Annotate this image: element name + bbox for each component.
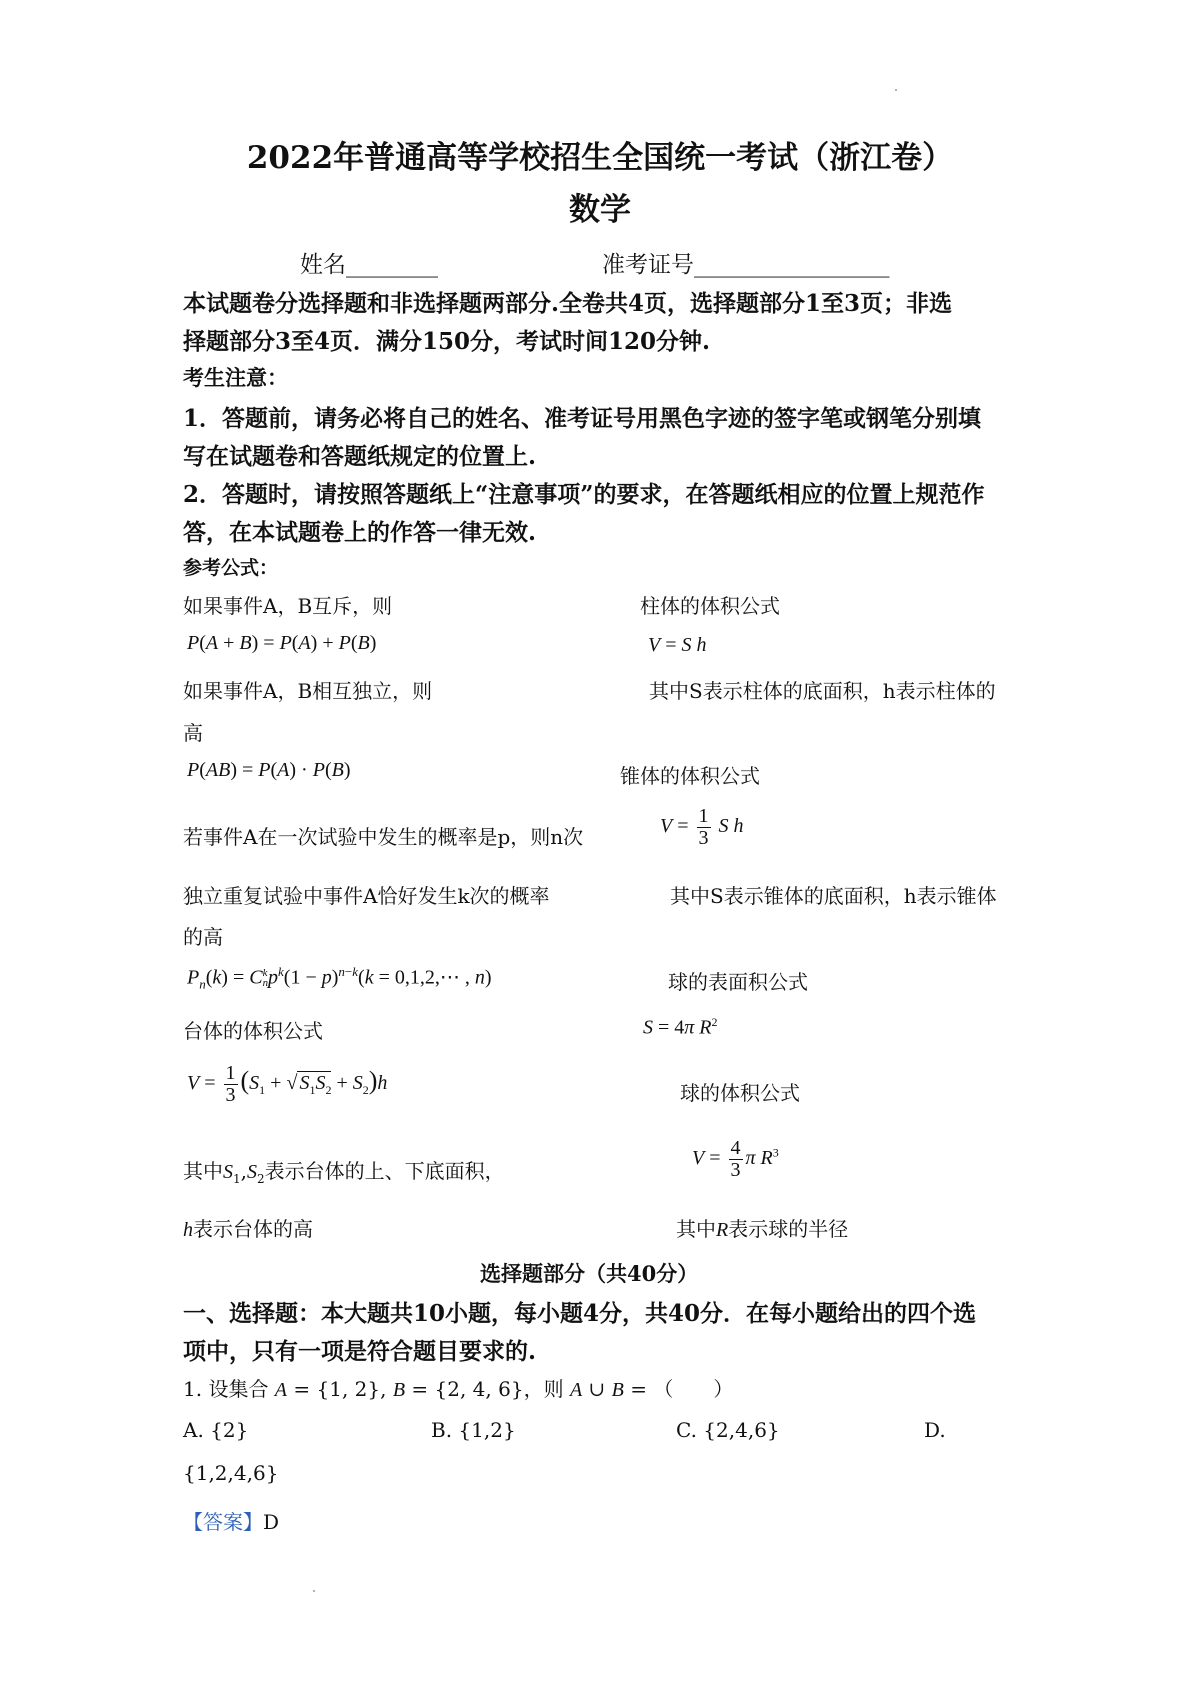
formula-text-pyramid-desc-cont: 的高 <box>183 925 223 949</box>
formula-text-sphere-area: 球的表面积公式 <box>668 970 808 994</box>
formula-text-prism-desc-cont: 高 <box>183 721 203 745</box>
formula-text-binomial: 若事件A在一次试验中发生的概率是p，则n次 <box>183 825 584 849</box>
scan-dot <box>313 1590 315 1592</box>
formula-prism-volume: V = S h <box>648 634 707 656</box>
formula-text-prism: 柱体的体积公式 <box>640 594 780 618</box>
formula-text-sphere-volume: 球的体积公式 <box>680 1081 800 1105</box>
exam-id-field: 准考证号_________________ <box>602 252 890 278</box>
formula-text-prism-desc: 其中S表示柱体的底面积，h表示柱体的 <box>649 679 996 703</box>
question1-option-b[interactable]: B. {1,2} <box>431 1418 516 1442</box>
formula-exclusive: P(A + B) = P(A) + P(B) <box>187 632 377 654</box>
formula-independent: P(AB) = P(A) · P(B) <box>187 759 351 781</box>
formula-text-frustum-height: h表示台体的高 <box>183 1217 313 1241</box>
name-field: 姓名________ <box>300 252 438 278</box>
formula-sphere-area: S = 4π $R^2$ <box>643 1015 718 1039</box>
note1-line2: 写在试题卷和答题纸规定的位置上. <box>183 443 537 470</box>
formula-text-frustum-desc: 其中$S_1,S_2$表示台体的上、下底面积， <box>183 1159 505 1186</box>
subject-title: 数学 <box>569 192 631 228</box>
formula-pyramid-volume: V = $\frac{1}{3}$ S h <box>660 805 744 849</box>
instructions-line2: 择题部分3至4页．满分150分，考试时间120分钟. <box>183 328 711 355</box>
exam-title: 2022年普通高等学校招生全国统一考试（浙江卷） <box>246 140 954 176</box>
formula-text-pyramid-desc: 其中S表示锥体的底面积，h表示锥体 <box>670 884 997 908</box>
formula-text-pyramid: 锥体的体积公式 <box>620 764 760 788</box>
instructions-line1: 本试题卷分选择题和非选择题两部分.全卷共4页，选择题部分1至3页；非选 <box>183 290 953 317</box>
section-heading-line1: 一、选择题：本大题共10小题，每小题4分，共40分．在每小题给出的四个选 <box>183 1300 977 1327</box>
answer-label: 【答案】 <box>183 1510 263 1534</box>
formulas-title: 参考公式： <box>183 557 279 579</box>
question1-option-d[interactable]: D. <box>924 1418 946 1442</box>
section-heading-line2: 项中，只有一项是符合题目要求的. <box>183 1338 537 1365</box>
question1-option-d-value: {1,2,4,6} <box>183 1461 279 1485</box>
formula-text-frustum: 台体的体积公式 <box>183 1019 323 1043</box>
section-title: 选择题部分（共40分） <box>480 1261 699 1286</box>
answer-value: D <box>263 1510 280 1534</box>
notice-title: 考生注意： <box>183 365 288 390</box>
formula-frustum-volume: V = $\frac{1}{3}$ ($S_1$ + √ $S_1S_2 + S_2)h$ <box>187 1062 388 1106</box>
note1-line1: 1．答题前，请务必将自己的姓名、准考证号用黑色字迹的签字笔或钢笔分别填 <box>183 405 982 432</box>
note2-line1: 2．答题时，请按照答题纸上“注意事项”的要求，在答题纸相应的位置上规范作 <box>183 481 985 508</box>
formula-text-independent: 如果事件A，B相互独立，则 <box>183 679 433 703</box>
question1-option-c[interactable]: C. {2,4,6} <box>676 1418 780 1442</box>
question1-option-a[interactable]: A. {2} <box>183 1418 249 1442</box>
question1-answer <box>183 1506 279 1535</box>
question1-stem: 1. 设集合 A = {1, 2}, B = {2, 4, 6}，则 A ∪ B = （ ） <box>183 1377 734 1401</box>
formula-text-sphere-radius: 其中R表示球的半径 <box>676 1217 849 1241</box>
scan-dot <box>895 89 897 91</box>
formula-text-exclusive: 如果事件A，B互斥，则 <box>183 594 393 618</box>
note2-line2: 答，在本试题卷上的作答一律无效. <box>183 519 537 546</box>
formula-binomial: $P_n(k) = C$ k n $p^k(1 - p)^{n-k}(k$ = 0,1,2,⋯ , n) <box>187 964 492 992</box>
formula-sphere-volume: V = $\frac{4}{3}$ π $R^3$ <box>692 1137 779 1181</box>
formula-text-binomial-cont: 独立重复试验中事件A恰好发生k次的概率 <box>183 884 550 908</box>
